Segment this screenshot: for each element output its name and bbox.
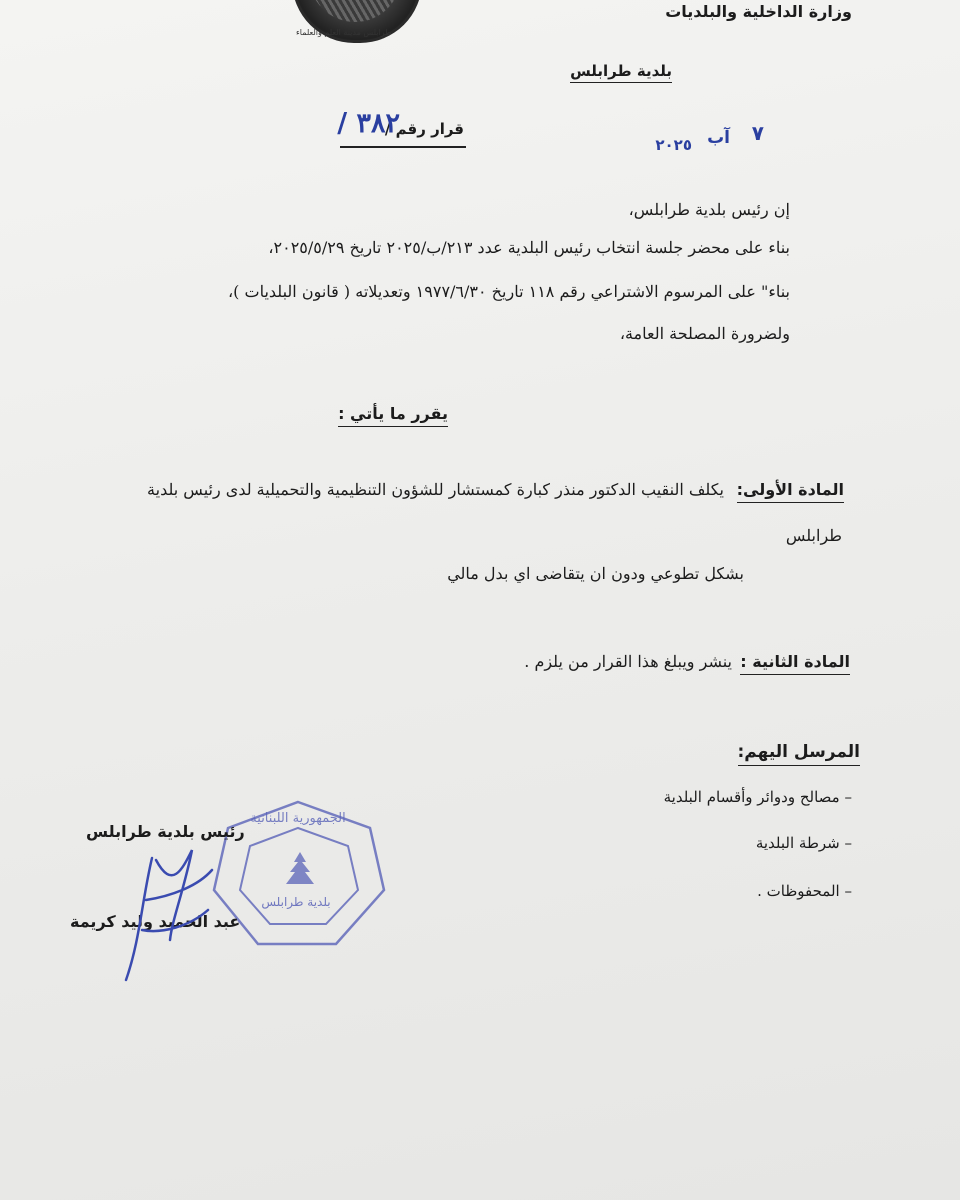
recipients-title: المرسل اليهم:	[738, 742, 861, 766]
date-month: آب	[707, 128, 730, 148]
article-2-text: ينشر ويبلغ هذا القرار من يلزم .	[524, 652, 732, 671]
preamble-line: ولضرورة المصلحة العامة،	[619, 324, 790, 343]
preamble-line: إن رئيس بلدية طرابلس،	[628, 200, 790, 219]
decides-heading: يقرر ما يأتي :	[338, 404, 448, 427]
date-year: ٢٠٢٥	[655, 136, 692, 154]
stamp-center-text: بلدية طرابلس	[261, 895, 331, 909]
handwritten-signature	[112, 830, 222, 990]
preamble-line: بناء" على المرسوم الاشتراعي رقم ١١٨ تاريخ ١٩٧٧/٦/٣٠ وتعديلاته ( قانون البلديات )،	[228, 282, 790, 301]
article-1-line-2: بشكل تطوعي ودون ان يتقاضى اي بدل مالي	[447, 564, 744, 583]
article-1-text: يكلف النقيب الدكتور منذر كبارة كمستشار للشؤون التنظيمية والتحميلية لدى رئيس بلدية	[147, 480, 724, 499]
date-day: ٧	[751, 121, 764, 145]
logo-caption: طرابلس مدينة العلم والعلماء	[296, 28, 392, 37]
article-1-continuation: طرابلس	[785, 526, 842, 545]
preamble-line: بناء على محضر جلسة انتخاب رئيس البلدية عدد ٢١٣/ب/٢٠٢٥ تاريخ ٢٠٢٥/٥/٢٩،	[268, 238, 790, 257]
recipient-item: – مصالح ودوائر وأقسام البلدية	[663, 788, 852, 806]
cedar-icon	[286, 852, 314, 884]
decision-underline	[340, 146, 466, 148]
article-1-label: المادة الأولى:	[737, 480, 844, 503]
recipient-item: – شرطة البلدية	[755, 834, 852, 852]
stamp-top-text: الجمهورية اللبنانية	[250, 811, 346, 826]
ministry-name: وزارة الداخلية والبلديات	[665, 2, 852, 21]
decision-number: ٣٨٢ /	[337, 108, 400, 139]
decision-label: قرار رقم /	[384, 120, 464, 138]
recipient-item: – المحفوظات .	[757, 882, 852, 900]
logo-emblem	[309, 0, 401, 22]
signer-name: عبد الحميد وليد كريمة	[70, 912, 241, 931]
municipality-name: بلدية طرابلس	[570, 62, 672, 83]
signer-title: رئيس بلدية طرابلس	[86, 822, 245, 841]
article-2-label: المادة الثانية :	[740, 652, 850, 675]
